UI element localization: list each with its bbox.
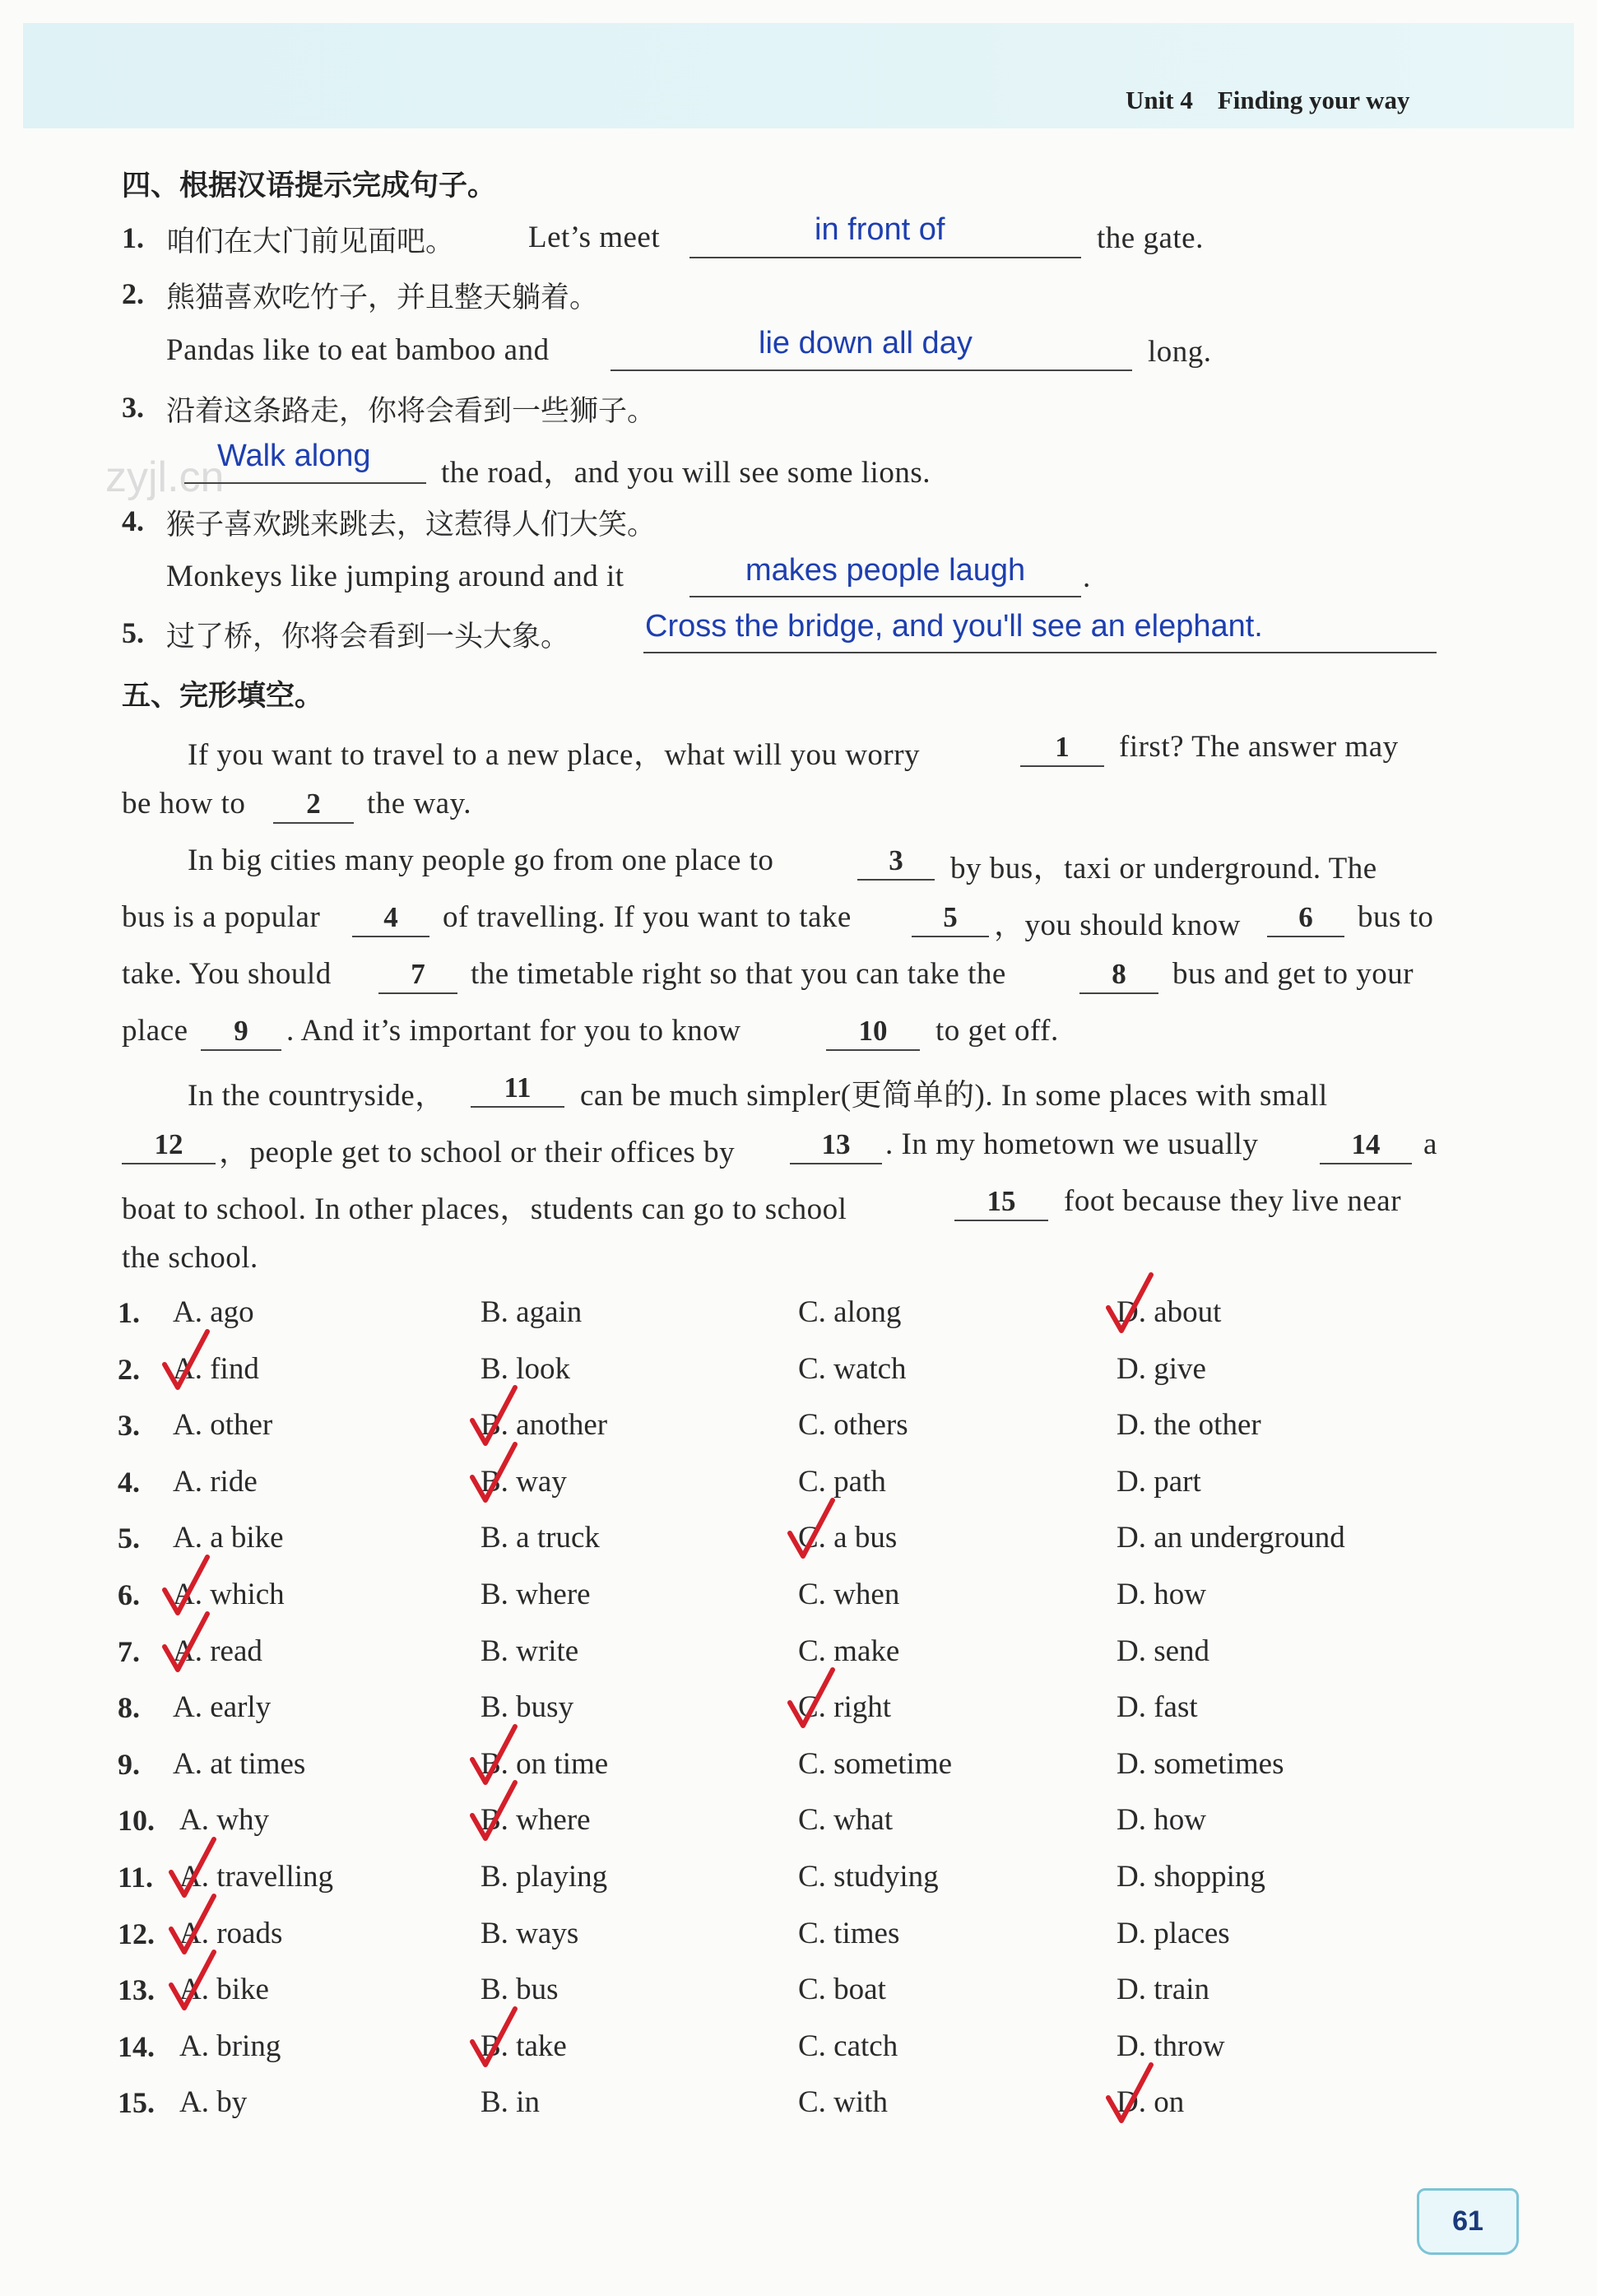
blank-14 bbox=[1320, 1127, 1412, 1164]
checkmark-icon bbox=[166, 1947, 219, 2013]
s4-item1-answer: in front of bbox=[815, 212, 945, 247]
question-12-option-d: D. places bbox=[1117, 1917, 1230, 1950]
question-11-option-c: C. studying bbox=[798, 1860, 939, 1894]
s4-item2-answer: lie down all day bbox=[759, 326, 973, 360]
question-2-number: 2. bbox=[118, 1353, 140, 1386]
question-3-option-b: B. another bbox=[480, 1408, 608, 1442]
question-15-option-c: C. with bbox=[798, 2085, 888, 2119]
blank-6 bbox=[1267, 899, 1344, 937]
s4-item5-line bbox=[643, 652, 1437, 653]
question-5-option-a: A. a bike bbox=[173, 1521, 284, 1555]
blank-11 bbox=[471, 1070, 564, 1108]
question-2-option-d: D. give bbox=[1117, 1352, 1206, 1386]
question-6-option-d: D. how bbox=[1117, 1578, 1206, 1611]
question-13-option-a: A. bike bbox=[179, 1973, 269, 2006]
question-14-option-b: B. take bbox=[480, 2029, 567, 2063]
question-14-number: 14. bbox=[118, 2030, 155, 2063]
passage-line8-b: . In my hometown we usually bbox=[885, 1127, 1259, 1161]
question-3-option-c: C. others bbox=[798, 1408, 908, 1442]
s4-item5-cn: 过了桥，你将会看到一头大象。 bbox=[166, 620, 570, 653]
checkmark-icon bbox=[467, 1439, 520, 1505]
question-1-option-d: D. about bbox=[1117, 1295, 1222, 1329]
blank-12-number: 12 bbox=[154, 1128, 183, 1160]
s4-item4-en-before: Monkeys like jumping around and it bbox=[166, 560, 624, 593]
blank-9-number: 9 bbox=[234, 1015, 248, 1047]
passage-line9-a: boat to school. In other places，students can go to school bbox=[122, 1192, 847, 1226]
blank-13-number: 13 bbox=[821, 1128, 851, 1160]
question-12-number: 12. bbox=[118, 1917, 155, 1950]
question-4-option-b: B. way bbox=[480, 1465, 567, 1499]
passage-line9-b: foot because they live near bbox=[1064, 1184, 1402, 1218]
blank-8 bbox=[1079, 956, 1158, 994]
question-11-option-a: A. travelling bbox=[179, 1860, 334, 1894]
question-1-option-b: B. again bbox=[480, 1295, 583, 1329]
question-5-number: 5. bbox=[118, 1522, 140, 1555]
passage-line8-c: a bbox=[1423, 1127, 1437, 1161]
question-10-option-d: D. how bbox=[1117, 1803, 1206, 1837]
question-14-option-c: C. catch bbox=[798, 2029, 898, 2063]
passage-line5-b: the timetable right so that you can take the bbox=[471, 957, 1006, 991]
question-7-option-a: A. read bbox=[173, 1634, 262, 1668]
question-2-option-a: A. find bbox=[173, 1352, 259, 1386]
question-3-option-d: D. the other bbox=[1117, 1408, 1261, 1442]
question-9-number: 9. bbox=[118, 1748, 140, 1781]
question-12-option-b: B. ways bbox=[480, 1917, 579, 1950]
blank-11-number: 11 bbox=[504, 1071, 532, 1104]
s4-item1-line bbox=[689, 257, 1081, 258]
blank-1 bbox=[1020, 729, 1104, 767]
question-9-option-c: C. sometime bbox=[798, 1747, 953, 1781]
blank-10-number: 10 bbox=[858, 1015, 888, 1047]
question-8-number: 8. bbox=[118, 1691, 140, 1724]
s4-item5-num: 5. bbox=[122, 616, 144, 649]
blank-9 bbox=[201, 1013, 281, 1051]
s4-item1-cn: 咱们在大门前见面吧。 bbox=[166, 225, 455, 258]
s4-item3-answer: Walk along bbox=[217, 439, 371, 473]
unit-name: Finding your way bbox=[1217, 86, 1410, 114]
question-5-option-c: C. a bus bbox=[798, 1521, 898, 1555]
checkmark-icon bbox=[785, 1495, 838, 1561]
s4-item3-line bbox=[184, 482, 426, 484]
question-12-option-a: A. roads bbox=[179, 1917, 283, 1950]
s4-item4-answer: makes people laugh bbox=[745, 553, 1026, 588]
passage-line10: the school. bbox=[122, 1241, 258, 1275]
checkmark-icon bbox=[785, 1665, 838, 1731]
question-10-option-b: B. where bbox=[480, 1803, 591, 1837]
question-14-option-a: A. bring bbox=[179, 2029, 281, 2063]
passage-line1-a: If you want to travel to a new place，what will you worry bbox=[188, 738, 921, 772]
s4-item4-line bbox=[689, 596, 1081, 597]
passage-line3-a: In big cities many people go from one place to bbox=[188, 844, 774, 877]
unit-label: Unit 4 bbox=[1126, 86, 1193, 114]
question-2-option-b: B. look bbox=[480, 1352, 570, 1386]
checkmark-icon bbox=[467, 1778, 520, 1843]
checkmark-icon bbox=[160, 1609, 212, 1675]
blank-13 bbox=[790, 1127, 882, 1164]
question-8-option-d: D. fast bbox=[1117, 1690, 1198, 1724]
question-13-option-c: C. boat bbox=[798, 1973, 886, 2006]
passage-line2-a: be how to bbox=[122, 787, 246, 820]
checkmark-icon bbox=[160, 1327, 212, 1392]
passage-line6-b: . And it’s important for you to know bbox=[286, 1014, 741, 1048]
passage-line6-a: place bbox=[122, 1014, 188, 1048]
blank-2 bbox=[273, 786, 354, 824]
s4-item2-num: 2. bbox=[122, 277, 144, 310]
question-7-number: 7. bbox=[118, 1635, 140, 1668]
section5-title: 五、完形填空。 bbox=[122, 680, 324, 713]
checkmark-icon bbox=[166, 1834, 219, 1900]
passage-line4-a: bus is a popular bbox=[122, 900, 321, 934]
question-5-option-d: D. an underground bbox=[1117, 1521, 1345, 1555]
s4-item3-num: 3. bbox=[122, 391, 144, 424]
passage-line4-d: bus to bbox=[1358, 900, 1434, 934]
blank-5-number: 5 bbox=[943, 901, 958, 933]
blank-2-number: 2 bbox=[306, 788, 321, 820]
checkmark-icon bbox=[1103, 1270, 1156, 1336]
question-4-option-c: C. path bbox=[798, 1465, 886, 1499]
question-3-option-a: A. other bbox=[173, 1408, 273, 1442]
question-9-option-b: B. on time bbox=[480, 1747, 609, 1781]
blank-3 bbox=[857, 843, 935, 881]
blank-12 bbox=[122, 1127, 216, 1164]
s4-item1-en-after: the gate. bbox=[1097, 221, 1204, 255]
s4-item5-answer: Cross the bridge, and you'll see an elephant. bbox=[645, 609, 1263, 644]
s4-item4-cn: 猴子喜欢跳来跳去，这惹得人们大笑。 bbox=[166, 509, 657, 541]
question-1-option-a: A. ago bbox=[173, 1295, 254, 1329]
question-7-option-c: C. make bbox=[798, 1634, 900, 1668]
s4-item1-num: 1. bbox=[122, 221, 144, 254]
question-13-option-b: B. bus bbox=[480, 1973, 559, 2006]
question-9-option-a: A. at times bbox=[173, 1747, 306, 1781]
passage-line1-b: first? The answer may bbox=[1119, 730, 1399, 764]
question-7-option-b: B. write bbox=[480, 1634, 579, 1668]
blank-1-number: 1 bbox=[1055, 731, 1070, 763]
checkmark-icon bbox=[160, 1552, 212, 1618]
question-6-option-a: A. which bbox=[173, 1578, 285, 1611]
blank-15-number: 15 bbox=[987, 1185, 1016, 1217]
passage-line4-c: ，you should know bbox=[994, 909, 1241, 942]
blank-4 bbox=[352, 899, 429, 937]
blank-5 bbox=[912, 899, 989, 937]
passage-line5-a: take. You should bbox=[122, 957, 332, 991]
question-15-option-a: A. by bbox=[179, 2085, 248, 2119]
s4-item1-en-before: Let’s meet bbox=[528, 221, 661, 254]
section4-title: 四、根据汉语提示完成句子。 bbox=[122, 170, 497, 202]
question-8-option-a: A. early bbox=[173, 1690, 272, 1724]
question-7-option-d: D. send bbox=[1117, 1634, 1210, 1668]
question-11-number: 11. bbox=[118, 1861, 154, 1894]
question-3-number: 3. bbox=[118, 1409, 140, 1442]
blank-6-number: 6 bbox=[1298, 901, 1313, 933]
unit-header bbox=[1126, 86, 1410, 115]
question-2-option-c: C. watch bbox=[798, 1352, 907, 1386]
question-10-option-c: C. what bbox=[798, 1803, 894, 1837]
question-10-number: 10. bbox=[118, 1804, 155, 1837]
page-number: 61 bbox=[1417, 2188, 1519, 2255]
question-8-option-c: C. right bbox=[798, 1690, 892, 1724]
s4-item3-en-after: the road，and you will see some lions. bbox=[441, 456, 931, 490]
passage-line8-a: ，people get to school or their offices by bbox=[219, 1136, 736, 1169]
blank-3-number: 3 bbox=[889, 844, 903, 876]
question-4-option-d: D. part bbox=[1117, 1465, 1201, 1499]
question-15-number: 15. bbox=[118, 2086, 155, 2119]
watermark: zyjl.cn bbox=[105, 453, 225, 501]
blank-14-number: 14 bbox=[1351, 1128, 1381, 1160]
question-11-option-d: D. shopping bbox=[1117, 1860, 1265, 1894]
question-4-number: 4. bbox=[118, 1466, 140, 1499]
question-6-option-b: B. where bbox=[480, 1578, 591, 1611]
s4-item2-line bbox=[610, 369, 1132, 371]
blank-4-number: 4 bbox=[383, 901, 398, 933]
passage-line6-c: to get off. bbox=[935, 1014, 1059, 1048]
blank-8-number: 8 bbox=[1112, 958, 1126, 990]
question-10-option-a: A. why bbox=[179, 1803, 269, 1837]
s4-item2-en-after: long. bbox=[1148, 335, 1212, 369]
s4-item3-cn: 沿着这条路走，你将会看到一些狮子。 bbox=[166, 395, 657, 428]
question-8-option-b: B. busy bbox=[480, 1690, 574, 1724]
question-11-option-b: B. playing bbox=[480, 1860, 608, 1894]
passage-line5-c: bus and get to your bbox=[1172, 957, 1414, 991]
s4-item4-num: 4. bbox=[122, 504, 144, 537]
s4-item2-en-before: Pandas like to eat bamboo and bbox=[166, 333, 550, 367]
question-12-option-c: C. times bbox=[798, 1917, 900, 1950]
checkmark-icon bbox=[1103, 2060, 1156, 2126]
passage-line7-a: In the countryside， bbox=[188, 1079, 446, 1113]
checkmark-icon bbox=[467, 2004, 520, 2070]
question-15-option-b: B. in bbox=[480, 2085, 540, 2119]
question-5-option-b: B. a truck bbox=[480, 1521, 600, 1555]
passage-line2-b: the way. bbox=[367, 787, 471, 820]
question-14-option-d: D. throw bbox=[1117, 2029, 1225, 2063]
blank-10 bbox=[826, 1013, 920, 1051]
passage-line7-b: can be much simpler(更简单的). In some places with small bbox=[580, 1079, 1328, 1113]
question-15-option-d: D. on bbox=[1117, 2085, 1185, 2119]
question-6-number: 6. bbox=[118, 1578, 140, 1611]
question-13-number: 13. bbox=[118, 1973, 155, 2006]
passage-line3-b: by bus，taxi or underground. The bbox=[950, 852, 1377, 885]
s4-item2-cn: 熊猫喜欢吃竹子，并且整天躺着。 bbox=[166, 281, 599, 314]
blank-7-number: 7 bbox=[411, 958, 425, 990]
passage-line4-b: of travelling. If you want to take bbox=[443, 900, 852, 934]
question-6-option-c: C. when bbox=[798, 1578, 900, 1611]
question-4-option-a: A. ride bbox=[173, 1465, 258, 1499]
s4-item4-en-after: . bbox=[1083, 560, 1091, 594]
blank-7 bbox=[378, 956, 457, 994]
blank-15 bbox=[954, 1183, 1048, 1221]
question-9-option-d: D. sometimes bbox=[1117, 1747, 1284, 1781]
checkmark-icon bbox=[467, 1383, 520, 1448]
question-1-number: 1. bbox=[118, 1296, 140, 1329]
question-13-option-d: D. train bbox=[1117, 1973, 1210, 2006]
question-1-option-c: C. along bbox=[798, 1295, 902, 1329]
